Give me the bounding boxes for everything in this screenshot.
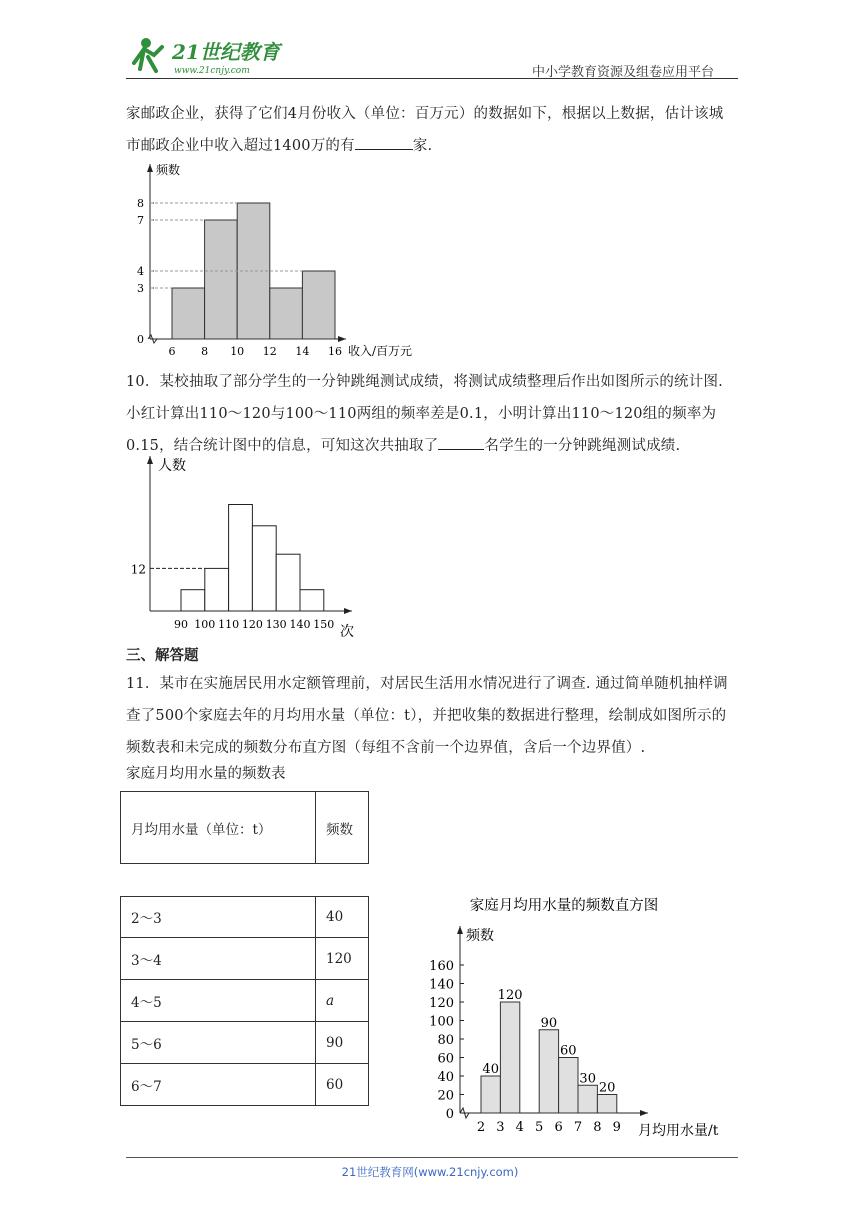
y-tick-label: 8 (137, 197, 144, 210)
y-tick-label: 60 (437, 1051, 454, 1067)
table-row (121, 980, 369, 1022)
table-row (121, 897, 369, 938)
x-tick-label: 110 (218, 618, 240, 631)
q9-body: 家邮政企业，获得了它们4月份收入（单位：百万元）的数据如下，根据以上数据，估计该城市邮政企业中收入超过1400万的有 (126, 106, 724, 154)
question-9-text (126, 98, 738, 162)
y-tick-label: 0 (137, 333, 144, 346)
runner-icon (134, 38, 162, 71)
table-row (121, 1022, 369, 1064)
x-tick-label: 140 (289, 618, 311, 631)
x-tick-label: 2 (476, 1120, 486, 1135)
table-cell: 3～4 (121, 938, 316, 980)
x-tick-label: 150 (313, 618, 335, 631)
header-cell-usage: 月均用水量（单位：t） (121, 792, 316, 864)
site-logo (126, 33, 286, 79)
histogram-bar (481, 1076, 500, 1113)
income-histogram (126, 160, 436, 360)
y-axis-arrow (147, 456, 153, 464)
frequency-table-title: 家庭月均用水量的频数表 (126, 766, 286, 782)
water-usage-histogram (400, 888, 740, 1150)
histogram-bar (578, 1085, 597, 1113)
y-axis-label: 频数 (156, 163, 181, 177)
table-row (121, 938, 369, 980)
x-tick-label: 6 (168, 345, 176, 358)
x-axis-label: 次 (340, 624, 354, 640)
question-10-text (126, 366, 738, 462)
question-11-text: 11．某市在实施居民用水定额管理前，对居民生活用水情况进行了调查. 通过简单随机抽样调查了500个家庭去年的月均用水量（单位：t），并把收集的数据进行整理，绘制成如图所示的频数表和未完成的频数分布直方图（每组不含前一个边界值，含后一个边界值）. (126, 676, 728, 756)
bar-value-label: 20 (598, 1080, 616, 1096)
y-tick-label: 140 (429, 977, 454, 993)
histogram-bar (229, 505, 253, 612)
bar-value-label: 30 (579, 1071, 596, 1087)
y-tick-label: 0 (445, 1107, 454, 1122)
logo-url: www.21cnjy.com (174, 66, 250, 76)
q10-body: 10．某校抽取了部分学生的一分钟跳绳测试成绩，将测试成绩整理后作出如图所示的统计图. 小红计算出110～120与100～110两组的频率差是0.1，小明计算出110～120组的频率为0.15，结合统计图中的信息，可知这次共抽取了 (126, 374, 723, 454)
table-row (121, 1064, 369, 1106)
x-axis-label: 月均用水量/t (638, 1123, 719, 1139)
x-tick-label: 7 (573, 1120, 583, 1135)
q10-suffix: 名学生的一分钟跳绳测试成绩. (484, 438, 681, 454)
footer-text: 21世纪教育网(www.21cnjy.com) (341, 1165, 519, 1179)
x-axis-arrow (344, 608, 352, 614)
histogram-bar (276, 554, 300, 611)
y-tick-label: 80 (437, 1033, 454, 1048)
table-cell: 60 (316, 1064, 369, 1106)
bar-value-label: 60 (560, 1043, 577, 1059)
y-axis-label: 人数 (158, 458, 186, 474)
y-tick-label: 20 (437, 1088, 454, 1104)
x-tick-label: 10 (230, 345, 245, 358)
histogram-bar (252, 526, 276, 611)
table-cell: 2～3 (121, 897, 316, 938)
x-tick-label: 4 (515, 1120, 524, 1135)
y-tick-label: 4 (137, 265, 144, 278)
histogram-bar (205, 568, 229, 611)
y-tick-label: 3 (137, 282, 144, 295)
y-tick-label: 12 (130, 562, 146, 577)
x-tick-label: 8 (201, 345, 209, 358)
histogram-bar (559, 1058, 578, 1114)
q9-answer-blank[interactable] (355, 135, 413, 150)
table-cell: 5～6 (121, 1022, 316, 1064)
section-title: 三、解答题 (126, 647, 199, 664)
x-tick-label: 100 (194, 618, 216, 631)
x-tick-label: 90 (174, 618, 188, 631)
y-tick-label: 7 (137, 214, 144, 227)
y-tick-label: 120 (429, 996, 454, 1011)
frequency-table-header (120, 791, 369, 864)
header-divider (126, 78, 738, 79)
site-name: 中小学教育资源及组卷应用平台 (531, 65, 714, 80)
x-tick-label: 6 (554, 1120, 563, 1135)
histogram-bar (270, 288, 303, 339)
x-tick-label: 14 (295, 345, 310, 358)
y-tick-label: 100 (429, 1014, 454, 1030)
histogram-bar (302, 271, 335, 339)
table-cell: 120 (316, 938, 369, 980)
table-cell: 6～7 (121, 1064, 316, 1106)
table-cell: a (316, 980, 369, 1022)
bar-value-label: 40 (482, 1062, 499, 1077)
logo-text: 21世纪教育 (172, 40, 280, 64)
histogram-bar (500, 1002, 519, 1113)
x-tick-label: 5 (535, 1120, 544, 1135)
x-axis-arrow (640, 1110, 648, 1116)
chart-title: 家庭月均用水量的频数直方图 (469, 898, 659, 914)
header-cell-frequency: 频数 (316, 792, 369, 864)
x-axis-arrow (338, 336, 346, 342)
histogram-bar (205, 220, 238, 339)
bar-value-label: 120 (497, 988, 523, 1003)
x-tick-label: 16 (328, 345, 342, 358)
y-axis-arrow (457, 926, 463, 934)
histogram-bar (597, 1095, 616, 1114)
y-axis-arrow (147, 164, 153, 172)
frequency-table-body (120, 896, 369, 1106)
table-cell: 90 (316, 1022, 369, 1064)
table-cell: 40 (316, 897, 369, 938)
histogram-bar (300, 590, 324, 611)
q10-answer-blank[interactable] (438, 435, 484, 450)
x-tick-label: 120 (241, 618, 263, 631)
histogram-bar (181, 590, 205, 611)
table-cell: 4～5 (121, 980, 316, 1022)
q9-suffix: 家. (412, 138, 433, 154)
histogram-bar (539, 1030, 558, 1113)
y-tick-label: 160 (429, 959, 454, 974)
x-axis-label: 收入/百万元 (348, 344, 413, 358)
y-tick-label: 40 (437, 1070, 454, 1085)
histogram-bar (172, 288, 205, 339)
y-axis-label: 频数 (466, 928, 494, 944)
x-tick-label: 130 (265, 618, 287, 631)
x-tick-label: 8 (593, 1120, 602, 1135)
x-tick-label: 3 (496, 1120, 505, 1135)
bar-value-label: 90 (540, 1015, 558, 1031)
x-tick-label: 12 (262, 345, 277, 358)
rope-skipping-histogram (126, 450, 376, 640)
x-tick-label: 9 (612, 1120, 621, 1135)
footer-divider (126, 1157, 738, 1158)
